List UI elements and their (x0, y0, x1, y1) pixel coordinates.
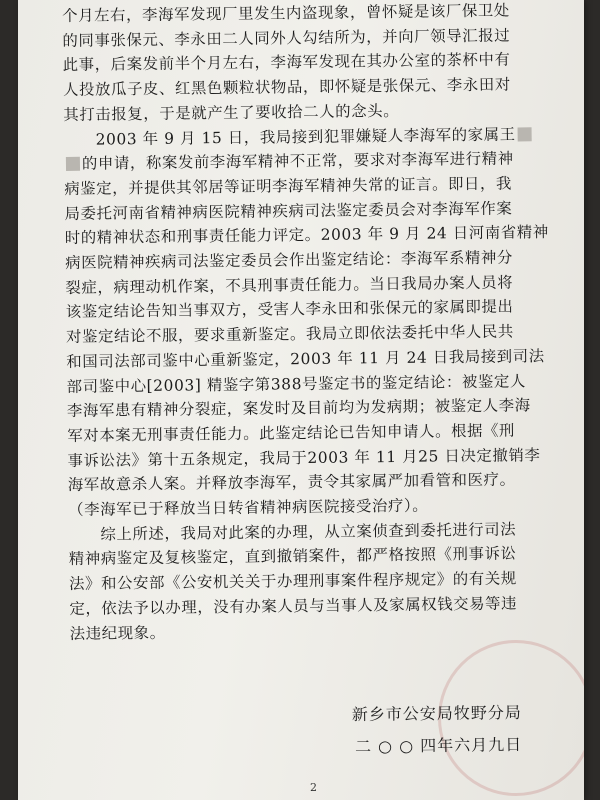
signature-organization: 新乡市公安局牧野分局 (351, 702, 522, 725)
document-body (62, 0, 584, 646)
paragraph-application-lead: 2003 年 9 月 15 日，我局接到犯罪嫌疑人李海军的家属王 (95, 124, 516, 149)
paragraph-motive: 个月左右，李海军发现厂里发生内盗现象，曾怀疑是该厂保卫处 的同事张保元、李永田二人同外人勾结所为，并向厂领导汇报过 此事，后案发前半个月左右，李海军发现在其办公室的茶杯中有 人投放瓜子皮、红黑色颗粒状物品，即怀疑是张保元、李永田对 其打击报复，于是就产生了要收拾二人的念头。 (62, 1, 511, 124)
signature-block (352, 697, 523, 763)
paragraph-application (64, 146, 584, 523)
redacted-name (518, 127, 532, 141)
signature-date: 二 ○ ○ 四年六月九日 (354, 734, 523, 757)
page-number: 2 (310, 781, 317, 794)
redacted-name (66, 157, 80, 171)
document-page (18, 0, 584, 800)
paragraph-application-body: 的申请，称案发前李海军精神不正常，要求对李海军进行精神 病鉴定，并提供其邻居等证明李海军精神失常的证言。即日，我 局委托河南省精神病医院精神疾病司法鉴定委员会对李海军作案 时的精神状态和刑事责任能力评定。2003 年 9 月 24 日河南省精神 病医院精神疾病司法鉴定委员会作出鉴定结论：李海军系精神分 裂症，病理动机作案，不具刑事责任能力。当日我局办案人员将 该鉴定结论告知当事双方，受害人李永田和张保元的家属即提出 对鉴定结论不服，要求重新鉴定。我局立即依法委托中华人民共 和国司法部司鉴中心重新鉴定，2003 年 11 月 24 日我局接到司法 部司鉴中心[2003] 精鉴字第388号鉴定书的鉴定结论：被鉴定人 李海军患有精神分裂症，案发时及目前均为发病期；被鉴定人李海 军对本案无刑事责任能力。此鉴定结论已告知申请人。根据《刑 事诉讼法》第十五条规定，我局于2003 年 11 月25 日决定撤销李 海军故意杀人案。并释放李海军，责令其家属严加看管和医疗。 （李海军已于释放当日转省精神病医院接受治疗）。 (64, 149, 549, 520)
paragraph-conclusion: 综上所述，我局对此案的办理，从立案侦查到委托进行司法 精神病鉴定及复核鉴定，直到撤销案件，都严格按照《刑事诉讼 法》和公安部《公安机关关于办理刑事案件程序规定》的有关规 定，依法予以办理，没有办案人员与当事人及家属权钱交易等违 法违纪现象。 (68, 520, 518, 643)
